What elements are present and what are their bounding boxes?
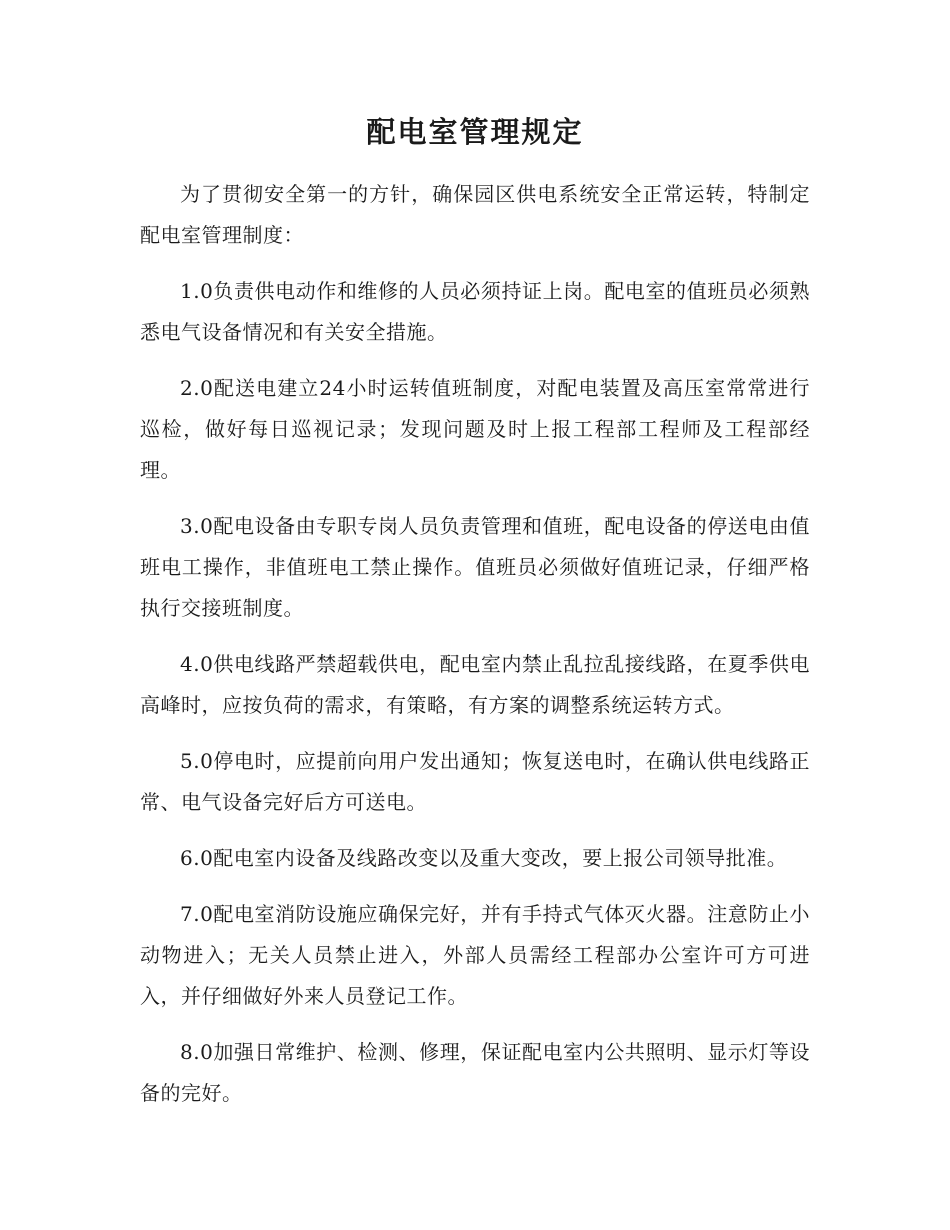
rule-item-3: 3.0配电设备由专职专岗人员负责管理和值班，配电设备的停送电由值班电工操作，非值班电工禁止操作。值班员必须做好值班记录，仔细严格执行交接班制度。 (140, 514, 810, 620)
rule-item-7: 7.0配电室消防设施应确保完好，并有手持式气体灭火器。注意防止小动物进入；无关人员禁止进入，外部人员需经工程部办公室许可方可进入，并仔细做好外来人员登记工作。 (140, 902, 810, 1008)
intro-paragraph: 为了贯彻安全第一的方针，确保园区供电系统安全正常运转，特制定配电室管理制度： (140, 182, 810, 247)
rule-item-4: 4.0供电线路严禁超载供电，配电室内禁止乱拉乱接线路，在夏季供电高峰时，应按负荷的需求，有策略，有方案的调整系统运转方式。 (140, 652, 810, 717)
rule-item-6: 6.0配电室内设备及线路改变以及重大变改，要上报公司领导批准。 (180, 846, 788, 870)
document-page (140, 110, 810, 1129)
rule-item-8: 8.0加强日常维护、检测、修理，保证配电室内公共照明、显示灯等设备的完好。 (140, 1040, 810, 1105)
rule-item-1: 1.0负责供电动作和维修的人员必须持证上岗。配电室的值班员必须熟悉电气设备情况和有关安全措施。 (140, 279, 810, 344)
document-title: 配电室管理规定 (366, 115, 584, 149)
rule-item-2: 2.0配送电建立24小时运转值班制度，对配电装置及高压室常常进行巡检，做好每日巡视记录；发现问题及时上报工程部工程师及工程部经理。 (140, 376, 810, 482)
rule-item-5: 5.0停电时，应提前向用户发出通知；恢复送电时，在确认供电线路正常、电气设备完好后方可送电。 (140, 749, 810, 814)
